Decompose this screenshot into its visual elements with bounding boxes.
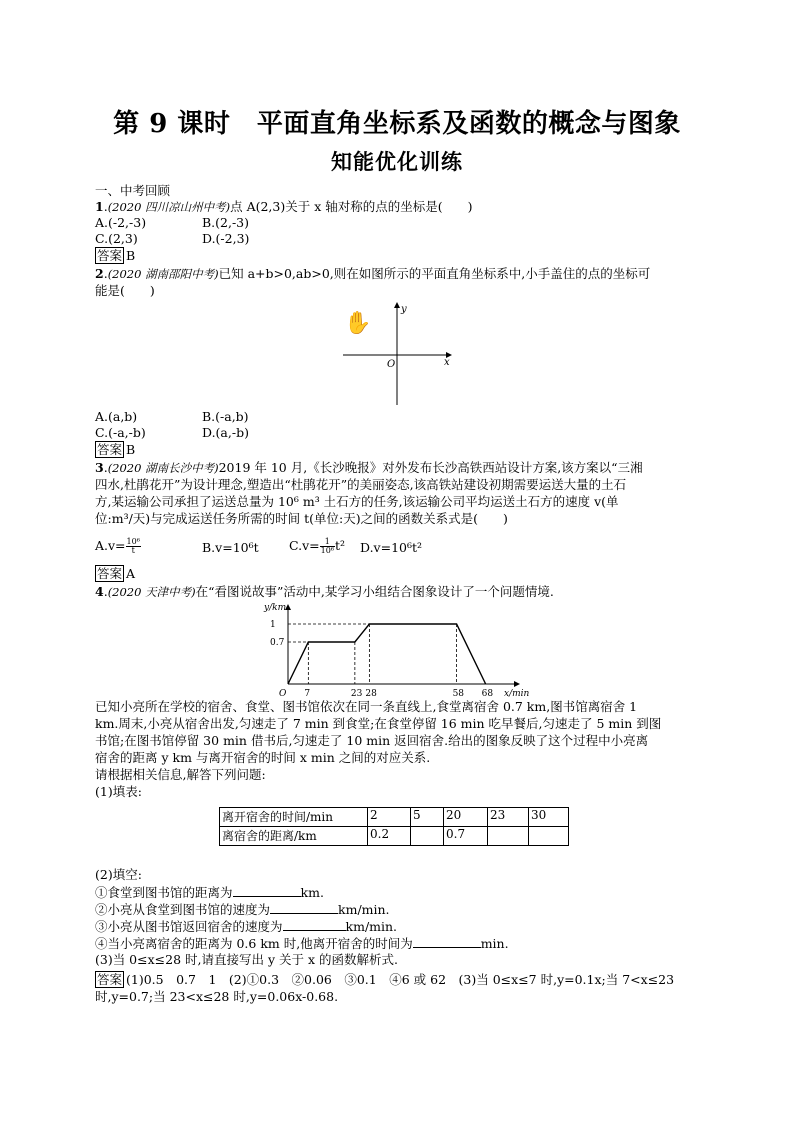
fraction: $\frac{1}{\text{10⁶}}$ <box>320 537 335 555</box>
y-axis-label: y/km <box>264 603 287 613</box>
question-3-line-2: 四水,杜鹃花开”为设计理念,塑造出“杜鹃花开”的美丽姿态,该高铁站建设初期需要运送大量的土石 <box>95 477 627 492</box>
y-tick-label: 0.7 <box>270 638 285 648</box>
table-cell[interactable] <box>411 827 444 846</box>
table-cell: 23 <box>488 808 529 827</box>
origin-label: O <box>387 359 396 370</box>
question-number: 4 <box>95 584 104 599</box>
q1-answer <box>95 248 135 264</box>
table-cell: 0.7 <box>444 827 488 846</box>
answer-tag: 答案 <box>97 972 123 987</box>
q4-part-3: (3)当 0≤x≤28 时,请直接写出 y 关于 x 的函数解析式. <box>95 952 398 967</box>
question-number: 1 <box>95 199 104 214</box>
q2-answer <box>95 442 135 458</box>
table-cell: 离开宿舍的时间/min <box>220 808 368 827</box>
q2-option-a: A.(a,b) <box>95 409 138 424</box>
q2-option-b: B.(-a,b) <box>202 409 249 424</box>
q4-context-line-4: 宿舍的距离 y km 与离开宿舍的时间 x min 之间的对应关系. <box>95 750 431 765</box>
question-text: 点 A(2,3)关于 x 轴对称的点的坐标是( ) <box>230 199 473 214</box>
q3-option-b: B.v=10⁶t <box>202 540 259 555</box>
series-line <box>288 624 486 684</box>
question-source: (2020 湖南邵阳中考) <box>107 267 219 281</box>
x-axis-arrow <box>514 681 520 687</box>
answer-blank[interactable] <box>270 901 338 914</box>
question-3-stem: 3.(2020 湖南长沙中考)2019 年 10 月,《长沙晚报》对外发布长沙高铁西站设计方案,该方案以“三湘 <box>95 460 643 475</box>
question-source: (2020 湖南长沙中考) <box>107 461 219 475</box>
q4-context-line-2: km.周末,小亮从宿舍出发,匀速走了 7 min 到食堂;在食堂停留 16 min 吃早餐后,匀速走了 5 min 到图 <box>95 716 662 731</box>
answer-blank[interactable] <box>233 884 301 897</box>
question-number: 2 <box>95 266 104 281</box>
table-cell: 20 <box>444 808 488 827</box>
question-text: 在“看图说故事”活动中,某学习小组结合图象设计了一个问题情境. <box>195 584 554 599</box>
x-tick-label: 68 <box>481 689 494 698</box>
q4-part-1: (1)填表: <box>95 784 142 799</box>
page-subtitle: 知能优化训练 <box>331 149 463 174</box>
question-source: (2020 四川凉山州中考) <box>107 200 231 214</box>
answer-value: B <box>126 248 136 263</box>
question-source: (2020 天津中考) <box>107 585 196 599</box>
q1-option-c: C.(2,3) <box>95 231 138 246</box>
hand-icon: ✋ <box>344 311 372 336</box>
origin-label: O <box>279 689 287 698</box>
question-2-stem: 2.(2020 湖南邵阳中考)已知 a+b>0,ab>0,则在如图所示的平面直角坐标系中,小手盖住的点的坐标可 <box>95 266 651 281</box>
coordinate-figure <box>338 300 458 412</box>
q4-instruction: 请根据相关信息,解答下列问题: <box>95 767 266 782</box>
answer-tag: 答案 <box>97 566 123 581</box>
x-tick-label: 23 <box>350 689 363 698</box>
section-heading: 一、中考回顾 <box>95 183 171 198</box>
table-cell[interactable] <box>529 827 569 846</box>
table-cell: 2 <box>368 808 411 827</box>
y-tick-label: 1 <box>270 620 276 630</box>
distance-time-chart <box>252 598 538 698</box>
q1-option-d: D.(-2,3) <box>202 231 250 246</box>
table-row <box>220 808 569 827</box>
question-1-stem: 1.(2020 四川凉山州中考)点 A(2,3)关于 x 轴对称的点的坐标是( ) <box>95 199 473 214</box>
answer-tag: 答案 <box>97 248 123 263</box>
question-3-line-4: 位:m³/天)与完成运送任务所需的时间 t(单位:天)之间的函数关系式是( ) <box>95 511 508 526</box>
fraction: $\frac{\text{10⁶}}{t}$ <box>126 537 140 555</box>
q4-answer-cont: 时,y=0.7;当 23<x≤28 时,y=0.06x-0.68. <box>95 989 339 1004</box>
fill-blank-4: ④当小亮离宿舍的距离为 0.6 km 时,他离开宿舍的时间为 min. <box>95 936 509 951</box>
q2-option-d: D.(a,-b) <box>202 425 249 440</box>
question-text: 2019 年 10 月,《长沙晚报》对外发布长沙高铁西站设计方案,该方案以“三湘 <box>218 460 643 475</box>
q3-option-a: A.v= $\frac{\text{10⁶}}{t}$ <box>95 537 140 555</box>
answer-blank[interactable] <box>413 935 481 948</box>
table-cell: 30 <box>529 808 569 827</box>
question-3-line-3: 方,某运输公司承担了运送总量为 10⁶ m³ 土石方的任务,该运输公司平均运送土石方的速度 v(单 <box>95 494 619 509</box>
fill-blank-2: ②小亮从食堂到图书馆的速度为 km/min. <box>95 902 390 917</box>
x-axis-label: x <box>444 357 450 368</box>
q2-option-c: C.(-a,-b) <box>95 425 146 440</box>
answer-blank[interactable] <box>283 918 346 931</box>
answer-value: B <box>126 442 136 457</box>
q1-option-b: B.(2,-3) <box>202 215 250 230</box>
question-2-stem-cont: 能是( ) <box>95 283 155 298</box>
x-tick-label: 58 <box>452 689 465 698</box>
q4-answer <box>95 972 674 988</box>
q3-answer <box>95 566 135 582</box>
q3-option-d: D.v=10⁶t² <box>360 540 423 555</box>
table-cell: 5 <box>411 808 444 827</box>
table-cell: 0.2 <box>368 827 411 846</box>
question-number: 3 <box>95 460 104 475</box>
fill-blank-3: ③小亮从图书馆返回宿舍的速度为 km/min. <box>95 919 398 934</box>
answer-value: (1)0.5 0.7 1 (2)①0.3 ②0.06 ③0.1 ④6 或 62 (3)当 0≤x≤7 时,y=0.1x;当 7<x≤23 <box>126 972 675 987</box>
y-axis-label: y <box>401 304 407 315</box>
q1-option-a: A.(-2,-3) <box>95 215 147 230</box>
q4-part-2: (2)填空: <box>95 867 142 882</box>
answer-value: A <box>126 566 136 581</box>
q4-context-line-3: 书馆;在图书馆停留 30 min 借书后,匀速走了 10 min 返回宿舍.给出的图象反映了这个过程中小亮离 <box>95 733 649 748</box>
q3-option-c: C.v= $\frac{1}{\text{10⁶}}$ t² <box>289 537 346 555</box>
page-title: 第 9 课时 平面直角坐标系及函数的概念与图象 <box>113 109 681 139</box>
y-axis-arrow <box>394 302 400 308</box>
fill-in-table <box>219 807 569 846</box>
question-text: 已知 a+b>0,ab>0,则在如图所示的平面直角坐标系中,小手盖住的点的坐标可 <box>218 266 651 281</box>
answer-tag: 答案 <box>97 442 123 457</box>
question-4-stem: 4.(2020 天津中考)在“看图说故事”活动中,某学习小组结合图象设计了一个问题情境. <box>95 584 554 599</box>
x-axis-label: x/min <box>504 689 530 698</box>
table-cell[interactable] <box>488 827 529 846</box>
x-tick-label: 28 <box>365 689 377 698</box>
table-row <box>220 827 569 846</box>
x-tick-label: 7 <box>304 689 311 698</box>
q4-context-line-1: 已知小亮所在学校的宿舍、食堂、图书馆依次在同一条直线上,食堂离宿舍 0.7 km,图书馆离宿舍 1 <box>95 699 638 714</box>
table-cell: 离宿舍的距离/km <box>220 827 368 846</box>
fill-blank-1: ①食堂到图书馆的距离为 km. <box>95 885 324 900</box>
